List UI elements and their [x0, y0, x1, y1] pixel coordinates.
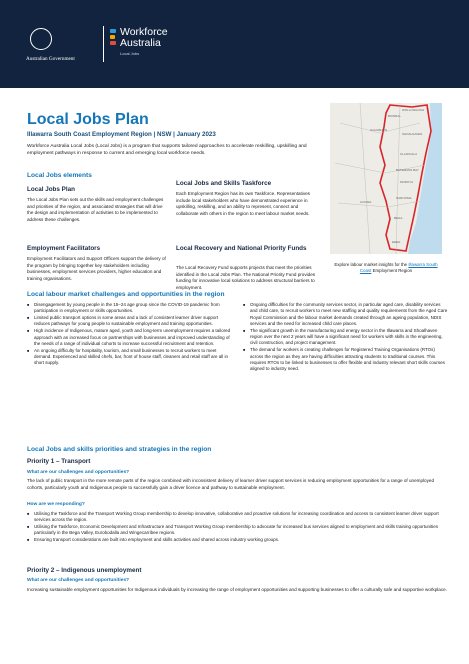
brand-divider: [103, 26, 104, 62]
map-caption: Explore labour market insights for the Illawarra South Coast Employment Region: [334, 262, 438, 273]
list-item: ■ An ongoing difficulty for hospitality, tourism, and small businesses to recruit workers to meet demand. Experienced and skilled chefs, bar, front of house staff, cleaners and retail staff are all in short supply.: [27, 348, 235, 367]
map-label: WOLLONGONG: [402, 108, 425, 112]
map-label: ULLADULLA: [400, 152, 418, 156]
region-map[interactable]: [330, 103, 442, 254]
government-name: Australian Government: [26, 56, 75, 62]
priority-1-answer: The lack of public transport in the more remote parts of the region combined with inconsistent delivery of learner driver support services is reducing employment opportunities for a range of unemployed cohorts, particularly youth and Indigenous people to successfully gain a driver licence and pathway to sustainable employment.: [27, 478, 435, 490]
list-item: ■ Ongoing difficulties for the community services sector, in particular aged care, disability services and child care, to recruit workers to meet new staffing and quality requirements from the Aged Care Royal Commission and the labour market demands created through an ageing population, NDIS services and the need for increased child care places.: [243, 302, 449, 327]
plan-text: The Local Jobs Plan sets out the skills and employment challenges and priorities of the region, and associated strategies that will drive the design and implementation of activities to be implemented to address these challenges.: [27, 197, 164, 222]
facilitators-text: Employment Facilitators and Support Officers support the delivery of the program by bringing together key stakeholders including businesses, employment services providers, higher education and training organisations.: [27, 256, 166, 281]
challenges-heading: Local labour market challenges and opportunities in the region: [27, 291, 225, 298]
priority-2-answer: Increasing sustainable employment opportunities for Indigenous individuals by increasing the range of employment opportunities and supporting businesses to offer a culturally safe and supportive workplace.: [27, 587, 447, 592]
brand-subtitle: Local Jobs: [120, 51, 140, 56]
list-item: ■ Ensuring transport considerations are built into employment and skills activities and shared across industry working groups.: [27, 537, 449, 543]
map-label: SHOALHAVEN: [402, 132, 423, 136]
brand-name: Workforce Australia: [120, 26, 168, 49]
page-title: Local Jobs Plan: [27, 111, 149, 128]
challenges-list-left: [27, 302, 235, 367]
taskforce-text: Each Employment Region has its own Taskforce. Representatives include local stakeholders who have demonstrated experience in upskilling, reskilling, and an ability to represent, connect and collaborate with others in the region to meet labour market needs.: [176, 191, 310, 216]
region-map-graphic: [330, 103, 442, 254]
priority-1-question-response: How are we responding?: [27, 502, 85, 507]
priority-2-question-challenges: What are our challenges and opportunities?: [27, 578, 130, 583]
list-item: ■ High incidence of Indigenous, mature aged, youth and long-term unemployment requires a tailored approach with an increased focus on partnerships with businesses and improved understanding of the needs of a range of individual cohorts to increase successful recruitment and retention.: [27, 328, 235, 347]
government-crest-icon: [30, 28, 52, 50]
challenges-list-right: [243, 302, 449, 373]
elements-heading: Local Jobs elements: [27, 172, 92, 179]
map-label: MORUYA: [400, 180, 413, 184]
map-label: COOMA: [360, 200, 372, 204]
facilitators-heading: Employment Facilitators: [27, 245, 101, 252]
map-label: NAROOMA: [396, 196, 412, 200]
intro-paragraph: Workforce Australia Local Jobs (Local Jobs) is a program that supports tailored approaches to accelerate reskilling, upskilling and employment pathways in response to current and emerging local workforce needs.: [27, 144, 307, 156]
priority-1-question-challenges: What are our challenges and opportunities?: [27, 470, 130, 475]
list-item: ■ Utilising the Taskforce, Economic Development and Infrastructure and Transport Working Group membership to advocate for increased bus services aligned to employment and skills training opportunities particularly in the Bega Valley, Eurobodalla and Wingecarribee regions.: [27, 524, 449, 537]
workforce-australia-logo-icon: [110, 29, 116, 51]
map-label: EDEN: [392, 240, 401, 244]
map-link[interactable]: Illawarra South Coast: [359, 262, 438, 273]
priorities-heading: Local Jobs and skills priorities and strategies in the region: [27, 446, 212, 453]
map-label: BEGA: [394, 216, 403, 220]
list-item: ■ Limited public transport options in some areas and a lack of consistent learner driver support reduces pathways for young people to sustainable employment and training opportunities.: [27, 315, 235, 328]
map-label: BOWRAL: [388, 114, 402, 118]
priority-1-response-list: [27, 511, 449, 544]
recovery-text: The Local Recovery Fund supports projects that meet the priorities identified in the Local Jobs Plan. The National Priority Fund provides funding for innovative local solutions to address structural barriers to employment.: [176, 265, 316, 290]
map-label: BATEMANS BAY: [396, 168, 419, 172]
recovery-heading: Local Recovery and National Priority Funds: [176, 245, 307, 252]
taskforce-heading: Local Jobs and Skills Taskforce: [176, 180, 272, 187]
list-item: ■ The significant growth in the manufacturing and energy sector in the Illawarra and Shoalhaven region over the next 2 years will have a significant need for workers with skills in the engineering, civil construction, and project management.: [243, 328, 449, 347]
list-item: ■ Utilising the Taskforce and the Transport Working Group membership to develop innovative, collaborative and proactive solutions for increasing coordination and access to consistent learner driver support services across the region.: [27, 511, 449, 524]
priority-2-title: Priority 2 – Indigenous unemployment: [27, 567, 142, 574]
list-item: ■ Disengagement by young people in the 15–24 age group since the COVID-19 pandemic from participation in employment or skills opportunities.: [27, 302, 235, 315]
header-banner: [0, 0, 469, 88]
page-subtitle: Illawarra South Coast Employment Region | NSW | January 2023: [27, 131, 216, 138]
list-item: ■ The demand for workers is creating challenges for Registered Training Organisations (RTOs) across the region as they are having difficulties attracting students to traditional courses. This requires RTOs to be linked to businesses to offer flexible and industry relevant short skills courses aligned to industry need.: [243, 347, 449, 372]
map-label: GOULBURN: [370, 128, 388, 132]
priority-1-title: Priority 1 – Transport: [27, 458, 91, 465]
plan-heading: Local Jobs Plan: [27, 186, 75, 193]
